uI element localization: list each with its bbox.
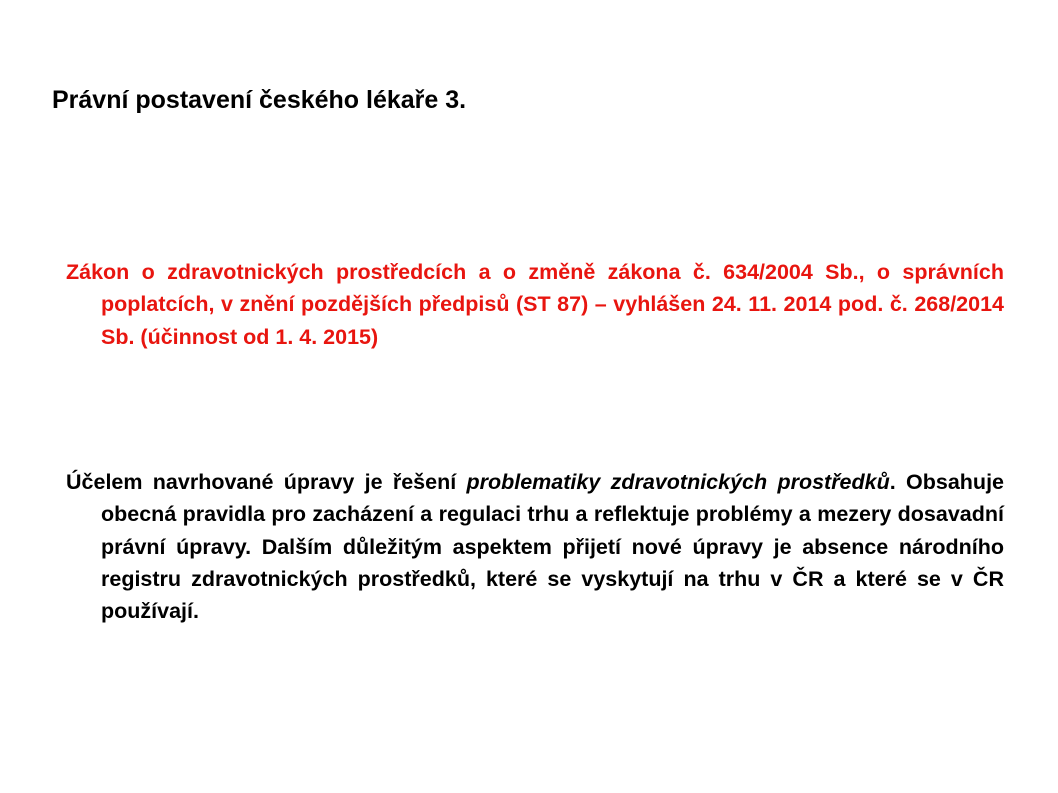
purpose-emphasis-text: problematiky zdravotnických prostředků: [466, 470, 890, 494]
purpose-paragraph: [66, 466, 1004, 627]
law-reference-paragraph: Zákon o zdravotnických prostředcích a o změně zákona č. 634/2004 Sb., o správních poplatcích, v znění pozdějších předpisů (ST 87) – vyhlášen 24. 11. 2014 pod. č. 268/2014 Sb. (účinnost od 1. 4. 2015): [66, 260, 1004, 349]
purpose-rest-text: . Obsahuje obecná pravidla pro zacházení a regulaci trhu a reflektuje problémy a mezery dosavadní právní úpravy. Dalším důležitým aspektem přijetí nové úpravy je absence národního registru zdravotnických prostředků, které se vyskytují na trhu v ČR a které se v ČR používají.: [101, 470, 1004, 624]
purpose-lead-text: Účelem navrhované úpravy je řešení: [66, 470, 467, 494]
slide-title: Právní postavení českého lékaře 3.: [52, 86, 467, 114]
